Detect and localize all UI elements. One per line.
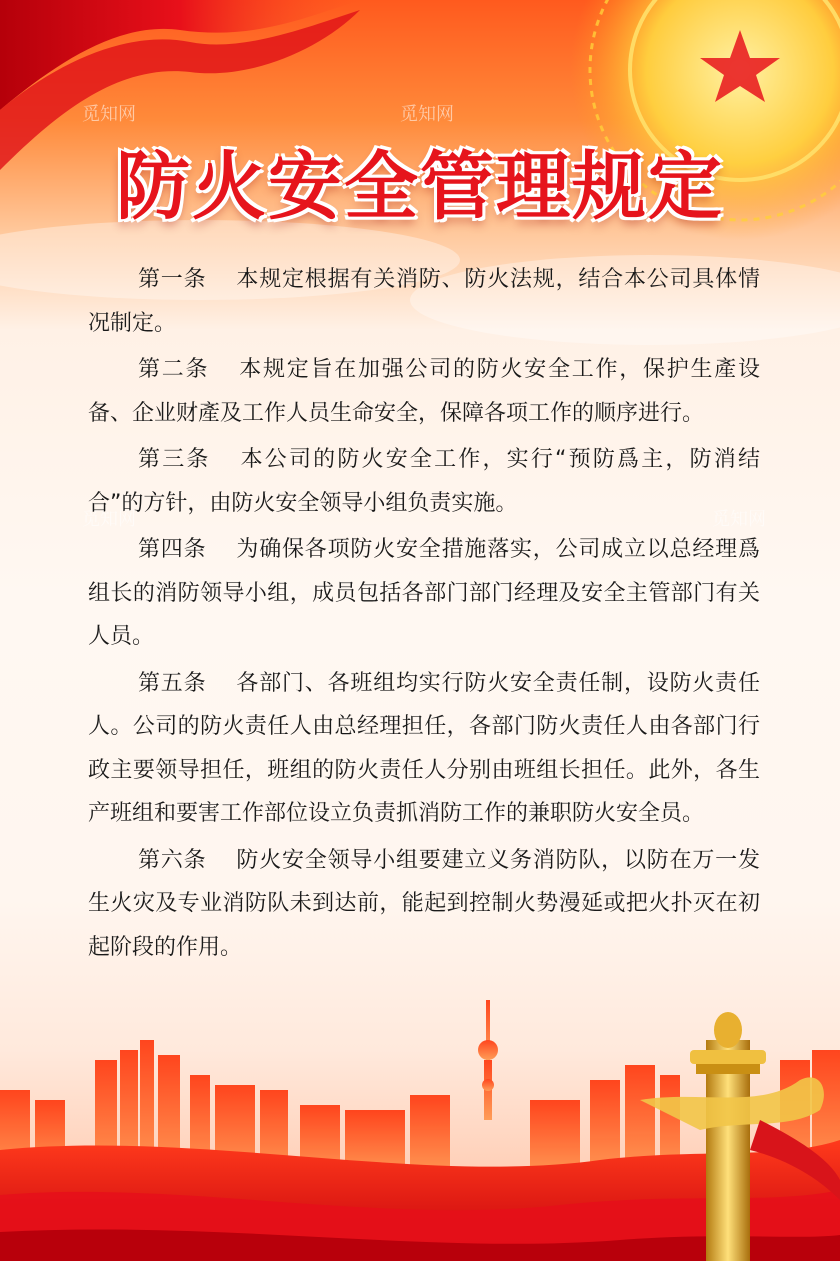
article-6	[88, 839, 760, 970]
article-text: 防火安全领导小组要建立义务消防队，以防在万一发生火灾及专业消防队未到达前，能起到控制火势漫延或把火扑灭在初起阶段的作用。	[88, 847, 760, 960]
watermark: 觅知网	[400, 104, 454, 125]
page-title: 防火安全管理规定	[116, 144, 724, 230]
article-label: 第一条	[138, 267, 207, 292]
article-label: 第五条	[138, 670, 207, 696]
article-1	[88, 258, 760, 345]
article-5	[88, 662, 760, 836]
article-3	[88, 438, 760, 525]
article-label: 第四条	[138, 537, 207, 562]
article-text: 本公司的防火安全工作，实行“预防爲主，防消结合”的方针，由防火安全领导小组负责实施。	[88, 447, 760, 516]
article-text: 各部门、各班组均实行防火安全责任制，设防火责任人。公司的防火责任人由总经理担任，各部门防火责任人由各部门行政主要领导担任，班组的防火责任人分别由班组长担任。此外，各生产班组和要害工作部位设立负责抓消防工作的兼职防火安全员。	[88, 670, 760, 826]
article-text: 为确保各项防火安全措施落实，公司成立以总经理爲组长的消防领导小组，成员包括各部门部门经理及安全主管部门有关人员。	[88, 537, 760, 649]
article-text: 本规定根据有关消防、防火法规，结合本公司具体情况制定。	[88, 267, 760, 336]
article-label: 第六条	[138, 847, 207, 873]
article-label: 第三条	[138, 447, 211, 472]
article-4	[88, 528, 760, 659]
article-2	[88, 348, 760, 435]
regulation-body	[88, 258, 760, 972]
article-text: 本规定旨在加强公司的防火安全工作，保护生產设备、企业财產及工作人员生命安全，保障各项工作的顺序进行。	[88, 357, 760, 426]
watermark: 觅知网	[712, 509, 766, 530]
article-label: 第二条	[138, 357, 210, 382]
watermark: 觅知网	[82, 509, 136, 530]
watermark: 觅知网	[82, 104, 136, 125]
